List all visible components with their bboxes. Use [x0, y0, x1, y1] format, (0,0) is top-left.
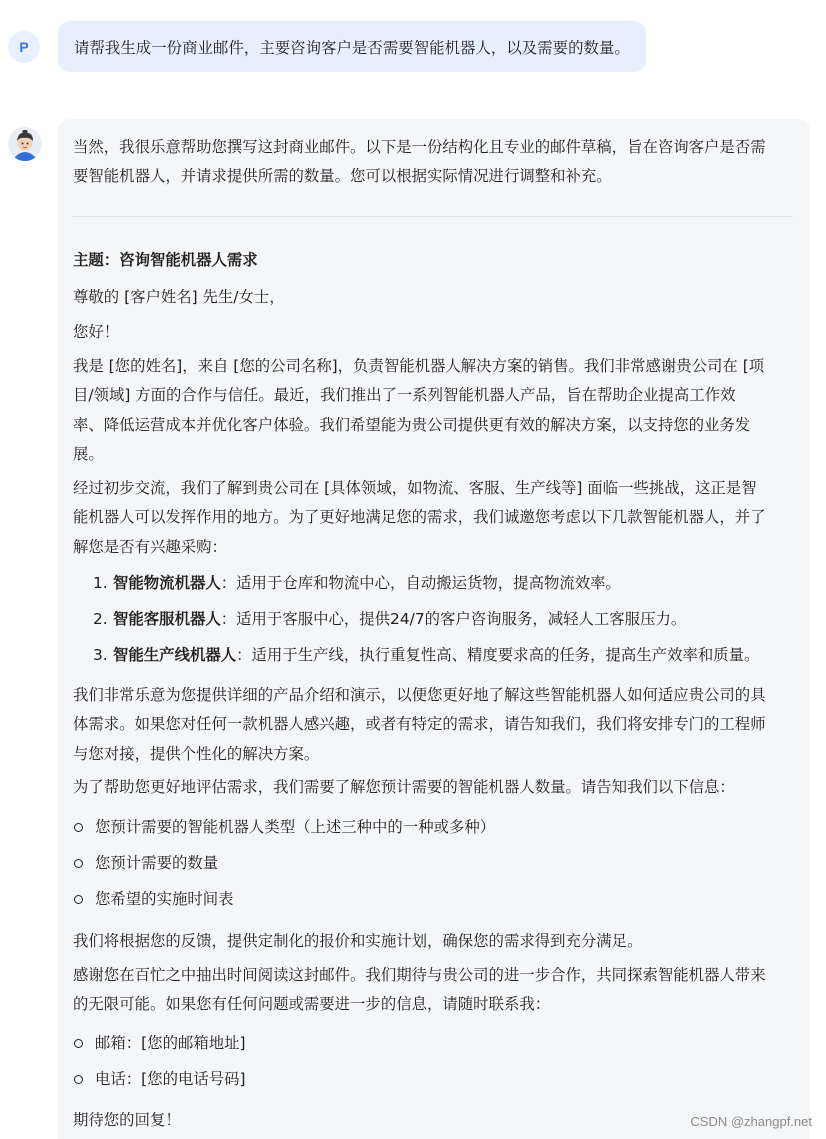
email-paragraph-6: [73, 961, 800, 1020]
email-paragraph-4: 为了帮助您更好地评估需求，我们需要了解您预计需要的智能机器人数量。请告知我们以下信息：: [73, 778, 735, 796]
email-paragraph-3: [73, 681, 800, 769]
paragraph-line: 目/领域] 方面的合作与信任。最近，我们推出了一系列智能机器人产品，旨在帮助企业提高工作效: [73, 386, 736, 405]
contact-text: 电话：[您的电话号码]: [95, 1070, 246, 1088]
email-salutation: 尊敬的 [客户姓名] 先生/女士，: [73, 288, 285, 306]
bullet-icon: [74, 823, 83, 832]
paragraph-line: 的无限可能。如果您有任何问题或需要进一步的信息，请随时联系我：: [73, 995, 551, 1014]
paragraph-line: 我们非常乐意为您提供详细的产品介绍和演示，以便您更好地了解这些智能机器人如何适应贵公司的具: [73, 686, 766, 704]
product-list-item: [93, 641, 813, 670]
list-number: 2.: [93, 610, 108, 628]
user-avatar-letter: P: [19, 39, 29, 55]
paragraph-line: 解您是否有兴趣采购：: [73, 537, 227, 556]
list-number: 1.: [93, 574, 108, 592]
bullet-icon: [74, 1039, 83, 1048]
user-avatar: [8, 31, 40, 63]
product-name: 智能生产线机器人: [113, 646, 237, 664]
info-list-item: [74, 849, 794, 878]
intro-line: 要智能机器人，并请求提供所需的数量。您可以根据实际情况进行调整和补充。: [73, 167, 612, 186]
user-message-row: [0, 0, 826, 90]
email-paragraph-5: 我们将根据您的反馈，提供定制化的报价和实施计划，确保您的需求得到充分满足。: [73, 932, 643, 950]
product-name: 智能物流机器人: [113, 574, 221, 592]
info-list-item: [74, 885, 794, 914]
user-message-text: 请帮我生成一份商业邮件，主要咨询客户是否需要智能机器人，以及需要的数量。: [74, 38, 630, 57]
info-text: 您预计需要的智能机器人类型（上述三种中的一种或多种）: [95, 818, 496, 836]
info-list-item: [74, 813, 794, 842]
user-message-bubble: [58, 21, 646, 72]
assistant-intro: [73, 133, 800, 192]
paragraph-line: 能机器人可以发挥作用的地方。为了更好地满足您的需求，我们诚邀您考虑以下几款智能机器人，并了: [73, 508, 766, 527]
paragraph-line: 率、降低运营成本并优化客户体验。我们希望能为贵公司提供更有效的解决方案，以支持您的业务发: [73, 415, 751, 434]
product-name: 智能客服机器人: [113, 610, 221, 628]
product-description: ：适用于仓库和物流中心，自动搬运货物，提高物流效率。: [220, 574, 621, 592]
divider: [73, 216, 793, 217]
paragraph-line: 展。: [73, 445, 104, 464]
bullet-icon: [74, 895, 83, 904]
info-text: 您希望的实施时间表: [95, 890, 234, 908]
email-paragraph-1: [73, 352, 800, 470]
bullet-icon: [74, 1075, 83, 1084]
product-description: ：适用于客服中心，提供24/7的客户咨询服务，减轻人工客服压力。: [220, 610, 687, 628]
paragraph-line: 体需求。如果您对任何一款机器人感兴趣，或者有特定的需求，请告知我们，我们将安排专门的工程师: [73, 715, 766, 734]
info-text: 您预计需要的数量: [95, 854, 219, 872]
bullet-icon: [74, 859, 83, 868]
assistant-avatar-icon: [8, 127, 42, 161]
intro-line: 当然，我很乐意帮助您撰写这封商业邮件。以下是一份结构化且专业的邮件草稿，旨在咨询客户是否需: [73, 138, 766, 156]
product-list-item: [93, 569, 813, 598]
csdn-watermark: CSDN @zhangpf.net: [690, 1114, 812, 1129]
paragraph-line: 经过初步交流，我们了解到贵公司在 [具体领域，如物流、客服、生产线等] 面临一些挑战，这正是智: [73, 479, 757, 497]
email-paragraph-2: [73, 474, 800, 562]
contact-text: 邮箱：[您的邮箱地址]: [95, 1034, 246, 1052]
paragraph-line: 我是 [您的姓名]，来自 [您的公司名称]，负责智能机器人解决方案的销售。我们非常感谢贵公司在 [项: [73, 357, 765, 375]
paragraph-line: 感谢您在百忙之中抽出时间阅读这封邮件。我们期待与贵公司的进一步合作，共同探索智能机器人带来: [73, 966, 766, 984]
product-list-item: [93, 605, 813, 634]
product-description: ：适用于生产线，执行重复性高、精度要求高的任务，提高生产效率和质量。: [236, 646, 760, 664]
contact-list-item: [74, 1065, 794, 1094]
email-closing: 期待您的回复！: [73, 1111, 181, 1129]
email-subject: 主题：咨询智能机器人需求: [73, 251, 258, 269]
email-greeting: 您好！: [73, 323, 120, 341]
contact-list-item: [74, 1029, 794, 1058]
list-number: 3.: [93, 646, 108, 664]
paragraph-line: 与您对接，提供个性化的解决方案。: [73, 744, 320, 763]
